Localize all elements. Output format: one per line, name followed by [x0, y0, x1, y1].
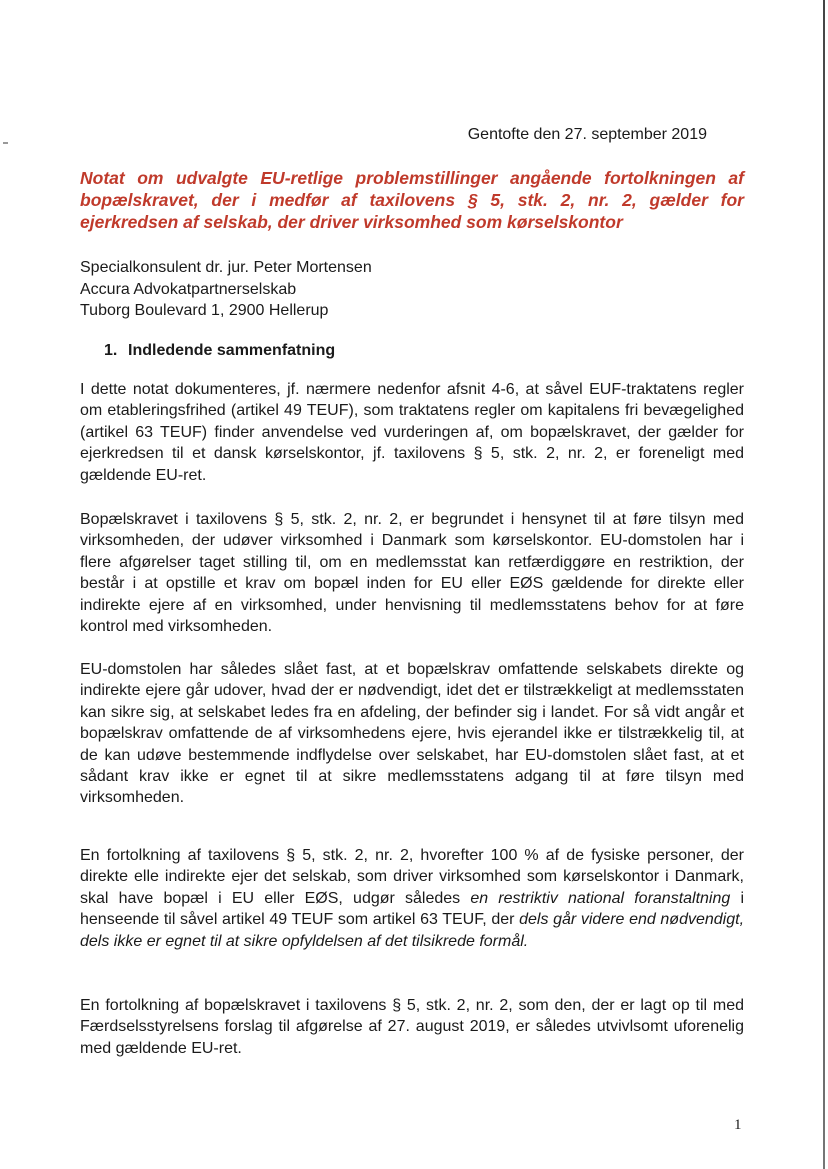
author-block	[80, 257, 372, 322]
paragraph-5: En fortolkning af bopælskravet i taxilovens § 5, stk. 2, nr. 2, som den, der er lagt op til med Færdselsstyrelsens forslag til afgørelse af 27. august 2019, er således utvivlsomt uforenelig med gældende EU-ret.	[80, 997, 744, 1057]
paragraph-4-text-b: i henseende til såvel artikel 49 TEUF som artikel 63 TEUF, der	[80, 889, 745, 929]
scan-mark	[3, 142, 8, 144]
paragraph-4-emphasis-2: dels går videre end nødvendigt, dels ikke er egnet til at sikre opfyldelsen af det tilsikrede formål.	[80, 911, 745, 950]
page-number: 1	[734, 1117, 742, 1133]
paragraph-4-text-a: En fortolkning af taxilovens § 5, stk. 2, nr. 2, hvorefter 100 % af de fysiske personer, der direkte elle indirekte ejer det selskab, som driver virksomhed som kørselskontor i Danmark, skal have bopæl i EU eller EØS, udgør således	[80, 847, 744, 907]
document-date: Gentofte den 27. september 2019	[467, 126, 707, 143]
section-title: Indledende sammenfatning	[128, 342, 336, 359]
paragraph-4-emphasis-1: en restriktiv national foranstaltning	[470, 889, 731, 907]
author-address: Tuborg Boulevard 1, 2900 Hellerup	[80, 302, 329, 319]
paragraph-1: I dette notat dokumenteres, jf. nærmere nedenfor afsnit 4-6, at såvel EUF-traktatens regler om etableringsfrihed (artikel 49 TEUF), som traktatens regler om kapitalens fri bevægelighed (artikel 63 TEUF) finder anvendelse ved vurderingen af, om bopælskravet, der gælder for ejerkredsen til et dansk kørselskontor, jf. taxilovens § 5, stk. 2, nr. 2, er foreneligt med gældende EU-ret.	[80, 381, 744, 484]
page-edge-line	[823, 0, 825, 1169]
section-heading	[104, 341, 335, 361]
document-title: Notat om udvalgte EU-retlige problemstillinger angående fortolkningen af bopælskravet, der i medfør af taxilovens § 5, stk. 2, nr. 2, gælder for ejerkredsen af selskab, der driver virksomhed som kørselskontor	[80, 168, 744, 232]
author-firm: Accura Advokatpartnerselskab	[80, 280, 297, 298]
section-number: 1.	[104, 342, 118, 359]
author-name: Specialkonsulent dr. jur. Peter Mortensen	[80, 259, 372, 276]
paragraph-2: Bopælskravet i taxilovens § 5, stk. 2, nr. 2, er begrundet i hensynet til at føre tilsyn med virksomheden, der udøver virksomhed i Danmark som kørselskontor. EU-domstolen har i flere afgørelser taget stilling til, om en medlemsstat kan retfærdiggøre en restriktion, der består i at opstille et krav om bopæl inden for EU eller EØS gældende for direkte eller indirekte ejere af en virksomhed, under henvisning til medlemsstatens behov for at føre kontrol med virksomheden.	[80, 511, 744, 636]
paragraph-4	[80, 845, 744, 952]
paragraph-3: EU-domstolen har således slået fast, at et bopælskrav omfattende selskabets direkte og indirekte ejere går udover, hvad der er nødvendigt, idet det er tilstrækkeligt at medlemsstaten kan sikre sig, at selskabet ledes fra en afdeling, der befinder sig i landet. For så vidt angår et bopælskrav omfattende de af virksomhedens ejere, hvis ejerandel ikke er tilstrækkelig til, at de kan udøve bestemmende indflydelse over selskabet, har EU-domstolen slået fast, at et sådant krav ikke er egnet til at sikre medlemsstatens adgang til at føre tilsyn med virksomheden.	[80, 661, 744, 807]
